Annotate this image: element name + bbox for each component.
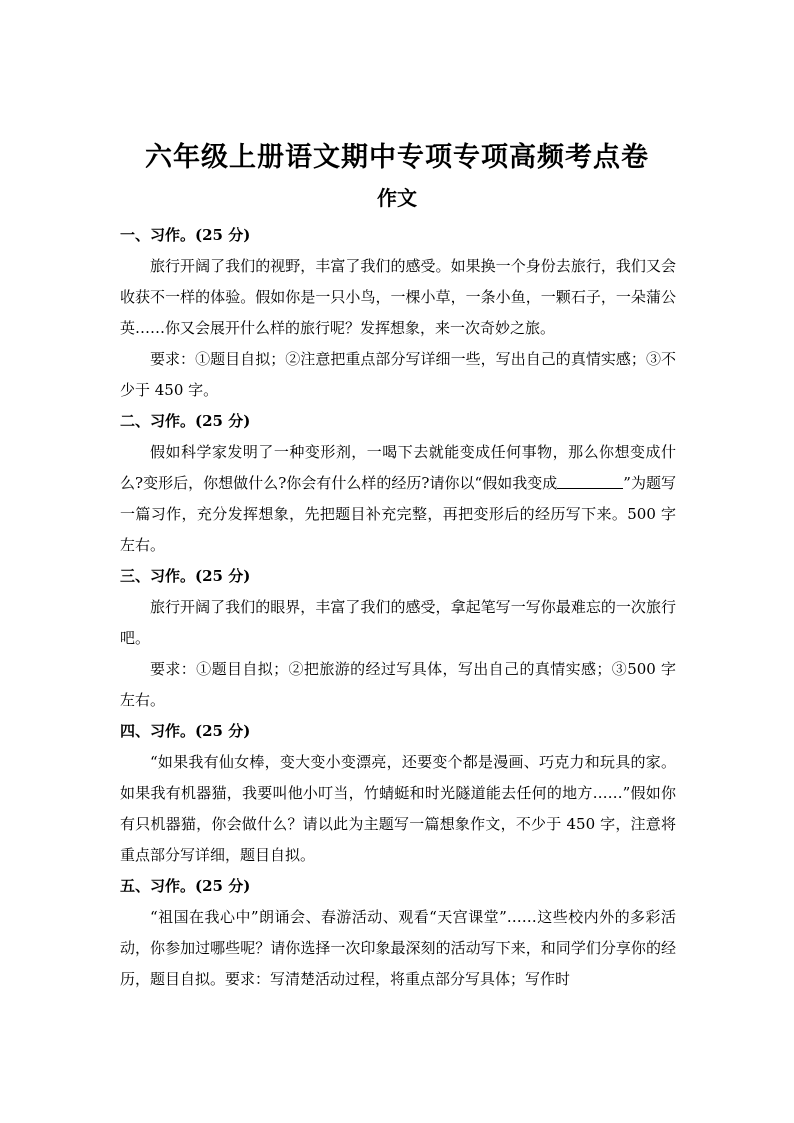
question-prompt <box>120 437 676 561</box>
question-4 <box>120 716 676 871</box>
fill-in-blank <box>557 474 623 489</box>
question-heading: 一、习作。(25 分) <box>120 226 251 244</box>
question-prompt: 旅行开阔了我们的眼界，丰富了我们的感受，拿起笔写一写你最难忘的一次旅行吧。 <box>120 598 676 647</box>
question-prompt: 旅行开阔了我们的视野，丰富了我们的感受。如果换一个身份去旅行，我们又会收获不一样的体验。假如你是一只小鸟，一棵小草，一条小鱼，一颗石子，一朵蒲公英……你又会展开什么样的旅行呢？发挥想象，来一次奇妙之旅。 <box>120 257 676 337</box>
question-prompt: “如果我有仙女棒，变大变小变漂亮，还要变个都是漫画、巧克力和玩具的家。如果我有机器猫，我要叫他小叮当，竹蜻蜓和时光隧道能去任何的地方……”假如你有只机器猫，你会做什么？请以此为主题写一篇想象作文，不少于 450 字，注意将重点部分写详细，题目自拟。 <box>120 753 676 864</box>
question-prompt: “祖国在我心中”朗诵会、春游活动、观看“天宫课堂”……这些校内外的多彩活动，你参加过哪些呢？请你选择一次印象最深刻的活动写下来，和同学们分享你的经历，题目自拟。要求：写清楚活动过程，将重点部分写具体；写作时 <box>120 908 676 988</box>
question-heading: 二、习作。(25 分) <box>120 412 251 430</box>
document-content <box>120 220 676 995</box>
question-heading: 三、习作。(25 分) <box>120 567 251 585</box>
prompt-text-after: ”为题写一篇习作，充分发挥想象，先把题目补充完整，再把变形后的经历写下来。500 字左右。 <box>120 474 676 554</box>
question-requirements: 要求：①题目自拟；②把旅游的经过写具体，写出自己的真情实感；③500 字左右。 <box>120 660 676 709</box>
question-1 <box>120 220 676 406</box>
prompt-text-before: 假如科学家发明了一种变形剂，一喝下去就能变成任何事物，那么你想变成什么?变形后，你想做什么?你会有什么样的经历?请你以“假如我变成 <box>120 443 676 492</box>
page-title: 六年级上册语文期中专项专项高频考点卷 <box>145 142 649 173</box>
question-5 <box>120 871 676 995</box>
page-subtitle: 作文 <box>377 186 417 210</box>
question-2 <box>120 406 676 561</box>
question-requirements: 要求：①题目自拟；②注意把重点部分写详细一些，写出自己的真情实感；③不少于 450 字。 <box>120 350 676 399</box>
question-heading: 五、习作。(25 分) <box>120 877 251 895</box>
question-heading: 四、习作。(25 分) <box>120 722 251 740</box>
question-3 <box>120 561 676 716</box>
